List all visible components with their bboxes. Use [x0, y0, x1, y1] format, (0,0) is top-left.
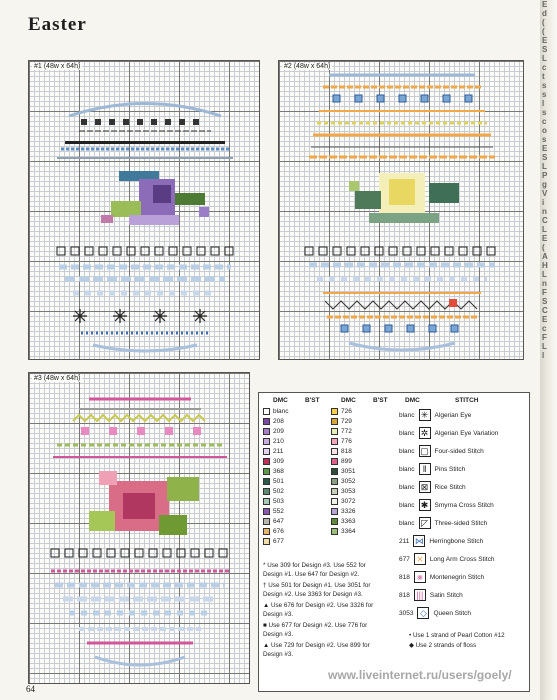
legend-row [331, 487, 355, 496]
three-sided-stitch-icon: ◸ [419, 517, 431, 529]
design-1-label: #1 (48w x 64h) [34, 63, 81, 70]
dmc-number: 552 [273, 508, 284, 515]
stitch-row [399, 407, 471, 424]
stitch-row [399, 479, 466, 496]
dmc-number: 3072 [341, 498, 356, 505]
dmc-number: blanc [399, 448, 415, 455]
stitch-row [399, 605, 471, 622]
facing-page-letter: s [542, 135, 547, 144]
stitch-name: Algerian Eye Variation [434, 430, 499, 437]
dmc-number: 3053 [341, 488, 356, 495]
dmc-number: 726 [341, 408, 352, 415]
legend-row [331, 457, 352, 466]
legend-note: ■ Use 677 for Design #2. Use 776 for Design #3. [263, 622, 368, 638]
legend-row [331, 507, 355, 516]
stitch-row [399, 461, 465, 478]
facing-page-letter: C [542, 216, 548, 225]
legend-row [263, 507, 284, 516]
dmc-number: blanc [399, 502, 415, 509]
legend-row [263, 517, 284, 526]
color-swatch [331, 458, 338, 465]
color-swatch [331, 488, 338, 495]
facing-page-letter: E [542, 315, 548, 324]
queen-stitch-icon: ◇ [417, 607, 429, 619]
legend-row [331, 437, 352, 446]
color-swatch [263, 428, 270, 435]
dmc-number: 3053 [399, 610, 414, 617]
design-3-artwork [29, 373, 250, 684]
legend-row [263, 487, 284, 496]
color-swatch [331, 508, 338, 515]
stitch-name: Three-sided Stitch [434, 520, 488, 527]
facing-page-letter: C [542, 306, 548, 315]
color-swatch [263, 478, 270, 485]
facing-page-letter: i [542, 198, 545, 207]
legend-note: † Use 501 for Design #1. Use 3051 for Design #2. Use 3363 for Design #3. [263, 582, 371, 598]
facing-page-letter: V [542, 189, 548, 198]
dmc-number: 818 [341, 448, 352, 455]
legend-row [263, 407, 289, 416]
legend-row [263, 417, 284, 426]
color-swatch [331, 478, 338, 485]
color-swatch [263, 528, 270, 535]
facing-page-letter: E [542, 234, 548, 243]
color-swatch [263, 408, 270, 415]
stitch-row [399, 425, 498, 442]
color-swatch [331, 418, 338, 425]
legend-row [331, 407, 352, 416]
smyrna-cross-icon: ✱ [419, 499, 431, 511]
color-swatch [331, 468, 338, 475]
facing-page-letter: P [542, 171, 548, 180]
dmc-number: 677 [273, 538, 284, 545]
legend-header-bst-2: B'ST [373, 397, 388, 404]
facing-page-letter: g [542, 180, 547, 189]
page-number: 64 [26, 684, 35, 694]
stitch-row [399, 551, 495, 568]
facing-page-letter: c [542, 63, 547, 72]
stitch-name: Pins Stitch [434, 466, 466, 473]
facing-page-letter: ( [542, 18, 545, 27]
legend-header-dmc: DMC [273, 397, 288, 404]
facing-page-letter: ( [542, 243, 545, 252]
facing-page-letter: S [542, 153, 548, 162]
facing-page-letter: t [542, 72, 545, 81]
stitch-name: Smyrna Cross Stitch [434, 502, 494, 509]
facing-page-letter: L [542, 342, 547, 351]
stitch-row [399, 569, 484, 586]
page-title: Easter [28, 14, 87, 35]
color-swatch [263, 458, 270, 465]
dmc-number: blanc [399, 430, 415, 437]
facing-page-letter: o [542, 126, 547, 135]
legend-row [263, 437, 284, 446]
facing-page-letter: E [542, 144, 548, 153]
dmc-number: 3051 [341, 468, 356, 475]
stitch-name: Algerian Eye [434, 412, 472, 419]
herringbone-stitch-icon: ⋈ [414, 536, 424, 547]
color-swatch [263, 518, 270, 525]
dmc-number: 3364 [341, 528, 356, 535]
legend-footnote: • Use 1 strand of Pearl Cotton #12 [409, 632, 505, 639]
stitch-row [399, 497, 494, 514]
legend-header-stitch: STITCH [455, 397, 479, 404]
stitch-row [399, 533, 483, 550]
facing-page-letter: E [542, 36, 548, 45]
legend-row [331, 527, 355, 536]
design-2-chart [278, 60, 524, 360]
design-3-label: #3 (48w x 64h) [34, 375, 81, 382]
stitch-name: Herringbone Stitch [429, 538, 484, 545]
pins-stitch-icon: ‖ [419, 463, 431, 475]
legend-header-dmc-3: DMC [405, 397, 420, 404]
facing-page-edge-text [542, 0, 557, 700]
legend-row [263, 477, 284, 486]
color-key-legend [258, 392, 530, 692]
legend-row [263, 457, 284, 466]
facing-page-letter: A [542, 252, 548, 261]
book-gutter [540, 0, 557, 700]
color-swatch [263, 418, 270, 425]
stitch-name: Long Arm Cross Stitch [429, 556, 495, 563]
algerian-eye-variation-icon: ✲ [419, 427, 431, 439]
facing-page-letter: L [542, 270, 547, 279]
stitch-name: Rice Stitch [434, 484, 466, 491]
color-swatch [331, 428, 338, 435]
dmc-number: 208 [273, 418, 284, 425]
color-swatch [263, 538, 270, 545]
facing-page-letter: L [542, 54, 547, 63]
color-swatch [331, 408, 338, 415]
dmc-number: 3326 [341, 508, 356, 515]
color-swatch [331, 438, 338, 445]
stitch-name: Satin Stitch [429, 592, 463, 599]
stitch-row [399, 443, 484, 460]
dmc-number: 776 [341, 438, 352, 445]
legend-footnote: ◆ Use 2 strands of floss [409, 642, 477, 649]
color-swatch [263, 468, 270, 475]
design-2-label: #2 (48w x 64h) [284, 63, 331, 70]
dmc-number: 899 [341, 458, 352, 465]
facing-page-letter: L [542, 162, 547, 171]
dmc-number: 676 [273, 528, 284, 535]
design-1-artwork [29, 61, 260, 360]
dmc-number: 3363 [341, 518, 356, 525]
legend-row [331, 467, 355, 476]
legend-row [331, 427, 352, 436]
dmc-number: blanc [399, 520, 415, 527]
facing-page-letter: E [542, 0, 548, 9]
facing-page-letter: l [542, 99, 545, 108]
facing-page-letter: F [542, 333, 547, 342]
dmc-number: 818 [399, 574, 410, 581]
facing-page-letter: d [542, 9, 547, 18]
stitch-row [399, 515, 487, 532]
satin-stitch-icon: ||| [414, 589, 426, 601]
four-sided-stitch-icon: ▢ [420, 446, 429, 457]
dmc-number: 501 [273, 478, 284, 485]
legend-row [263, 427, 284, 436]
color-swatch [331, 448, 338, 455]
dmc-number: 3052 [341, 478, 356, 485]
facing-page-letter: S [542, 45, 548, 54]
color-swatch [331, 528, 338, 535]
facing-page-letter: n [542, 279, 547, 288]
dmc-number: 368 [273, 468, 284, 475]
facing-page-letter: s [542, 90, 547, 99]
stitch-name: Queen Stitch [433, 610, 472, 617]
facing-page-letter: F [542, 288, 547, 297]
legend-note: ▲ Use 729 for Design #2. Use 899 for Design #3. [263, 642, 370, 658]
legend-row [263, 447, 283, 456]
dmc-number: 647 [273, 518, 284, 525]
dmc-number: blanc [399, 484, 415, 491]
design-2-artwork [279, 61, 524, 360]
legend-row [331, 497, 355, 506]
dmc-number: 818 [399, 592, 410, 599]
facing-page-letter: l [542, 351, 545, 360]
legend-row [263, 497, 284, 506]
facing-page-letter: ( [542, 27, 545, 36]
legend-row [263, 527, 284, 536]
color-swatch [263, 438, 270, 445]
legend-note: ▲ Use 676 for Design #2. Use 3326 for Design #3. [263, 602, 374, 618]
facing-page-letter: H [542, 261, 548, 270]
color-swatch [331, 518, 338, 525]
stitch-name: Four-sided Stitch [434, 448, 484, 455]
long-arm-cross-icon: ⨯ [414, 553, 426, 565]
legend-row [331, 477, 355, 486]
rice-stitch-icon: ⊠ [419, 481, 431, 493]
color-swatch [263, 508, 270, 515]
design-1-chart [28, 60, 260, 360]
facing-page-letter: c [542, 324, 547, 333]
legend-header-bst: B'ST [305, 397, 320, 404]
dmc-number: 729 [341, 418, 352, 425]
color-swatch [263, 498, 270, 505]
facing-page-letter: S [542, 297, 548, 306]
legend-row [331, 447, 352, 456]
watermark-url: www.liveinternet.ru/users/goely/ [328, 668, 512, 682]
facing-page-letter: s [542, 108, 547, 117]
facing-page-letter: n [542, 207, 547, 216]
legend-row [263, 467, 284, 476]
facing-page-letter: s [542, 81, 547, 90]
stitch-name: Montenegrin Stitch [429, 574, 485, 581]
montenegrin-stitch-icon: ⨳ [414, 571, 426, 583]
dmc-number: 211 [273, 448, 284, 455]
legend-row [263, 537, 284, 546]
dmc-number: 502 [273, 488, 284, 495]
facing-page-letter: L [542, 225, 547, 234]
dmc-number: blanc [399, 466, 415, 473]
design-3-chart [28, 372, 250, 684]
legend-note: * Use 309 for Design #3. Use 552 for Design #1. Use 647 for Design #2. [263, 562, 366, 578]
dmc-number: 210 [273, 438, 284, 445]
stitch-row [399, 587, 463, 604]
legend-header-dmc-2: DMC [341, 397, 356, 404]
algerian-eye-icon: ✳ [419, 409, 431, 421]
dmc-number: blanc [399, 412, 415, 419]
color-swatch [263, 488, 270, 495]
dmc-number: 211 [399, 538, 410, 545]
dmc-number: 209 [273, 428, 284, 435]
color-swatch [331, 498, 338, 505]
dmc-number: 677 [399, 556, 410, 563]
legend-row [331, 517, 355, 526]
dmc-number: 503 [273, 498, 284, 505]
dmc-number: 772 [341, 428, 352, 435]
dmc-number: blanc [273, 408, 289, 415]
facing-page-letter: c [542, 117, 547, 126]
dmc-number: 309 [273, 458, 284, 465]
color-swatch [263, 448, 270, 455]
legend-row [331, 417, 352, 426]
